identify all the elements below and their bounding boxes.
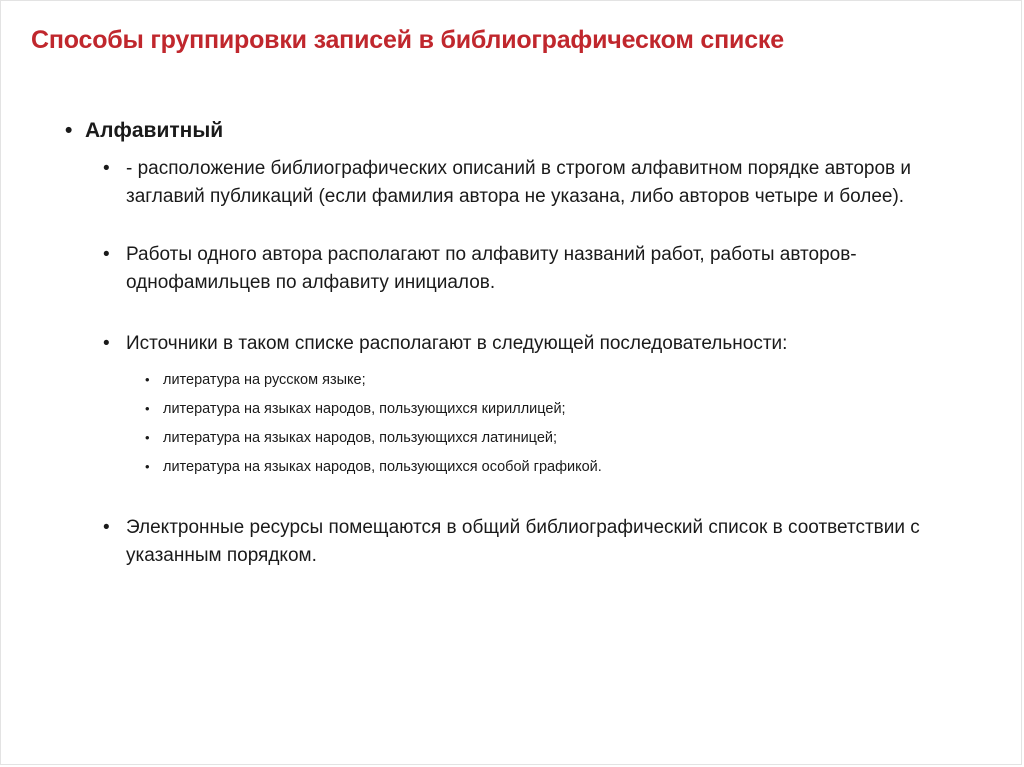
- bullet-icon: •: [145, 459, 150, 474]
- bullet-icon: •: [145, 430, 150, 445]
- heading-text: Алфавитный: [85, 119, 224, 142]
- bullet-icon: •: [65, 119, 73, 142]
- sub-list-item-text: литература на языках народов, пользующихся кириллицей;: [163, 401, 566, 417]
- list-item-text: Источники в таком списке располагают в следующей последовательности:: [126, 333, 788, 354]
- slide-title: Способы группировки записей в библиографическом списке: [31, 26, 784, 54]
- sub-list-item-text: литература на языках народов, пользующихся латиницей;: [163, 430, 558, 446]
- list-item-text: Работы одного автора располагают по алфавиту названий работ, работы авторов-однофамильцев по алфавиту инициалов.: [126, 244, 857, 293]
- sub-list-item-text: литература на языках народов, пользующихся особой графикой.: [163, 459, 602, 475]
- list-item: [65, 241, 965, 297]
- bullet-icon: •: [103, 333, 110, 354]
- sub-list-item: [65, 371, 965, 389]
- sub-list-item: [65, 458, 965, 476]
- bullet-icon: •: [103, 517, 110, 538]
- bullet-icon: •: [103, 158, 110, 179]
- bullet-icon: •: [145, 372, 150, 387]
- heading-bullet: [65, 119, 965, 143]
- bullet-icon: •: [103, 244, 110, 265]
- list-item: [65, 514, 965, 570]
- slide-content: [65, 119, 965, 570]
- list-item: [65, 330, 965, 358]
- list-item-text: Электронные ресурсы помещаются в общий библиографический список в соответствии с указанным порядком.: [126, 517, 920, 566]
- sub-list-item: [65, 429, 965, 447]
- bullet-icon: •: [145, 401, 150, 416]
- list-item-text: - расположение библиографических описаний в строгом алфавитном порядке авторов и заглавий публикаций (если фамилия автора не указана, либо авторов четыре и более).: [126, 158, 912, 207]
- list-item: [65, 155, 965, 211]
- sub-list-item: [65, 400, 965, 418]
- sub-list-item-text: литература на русском языке;: [163, 372, 366, 388]
